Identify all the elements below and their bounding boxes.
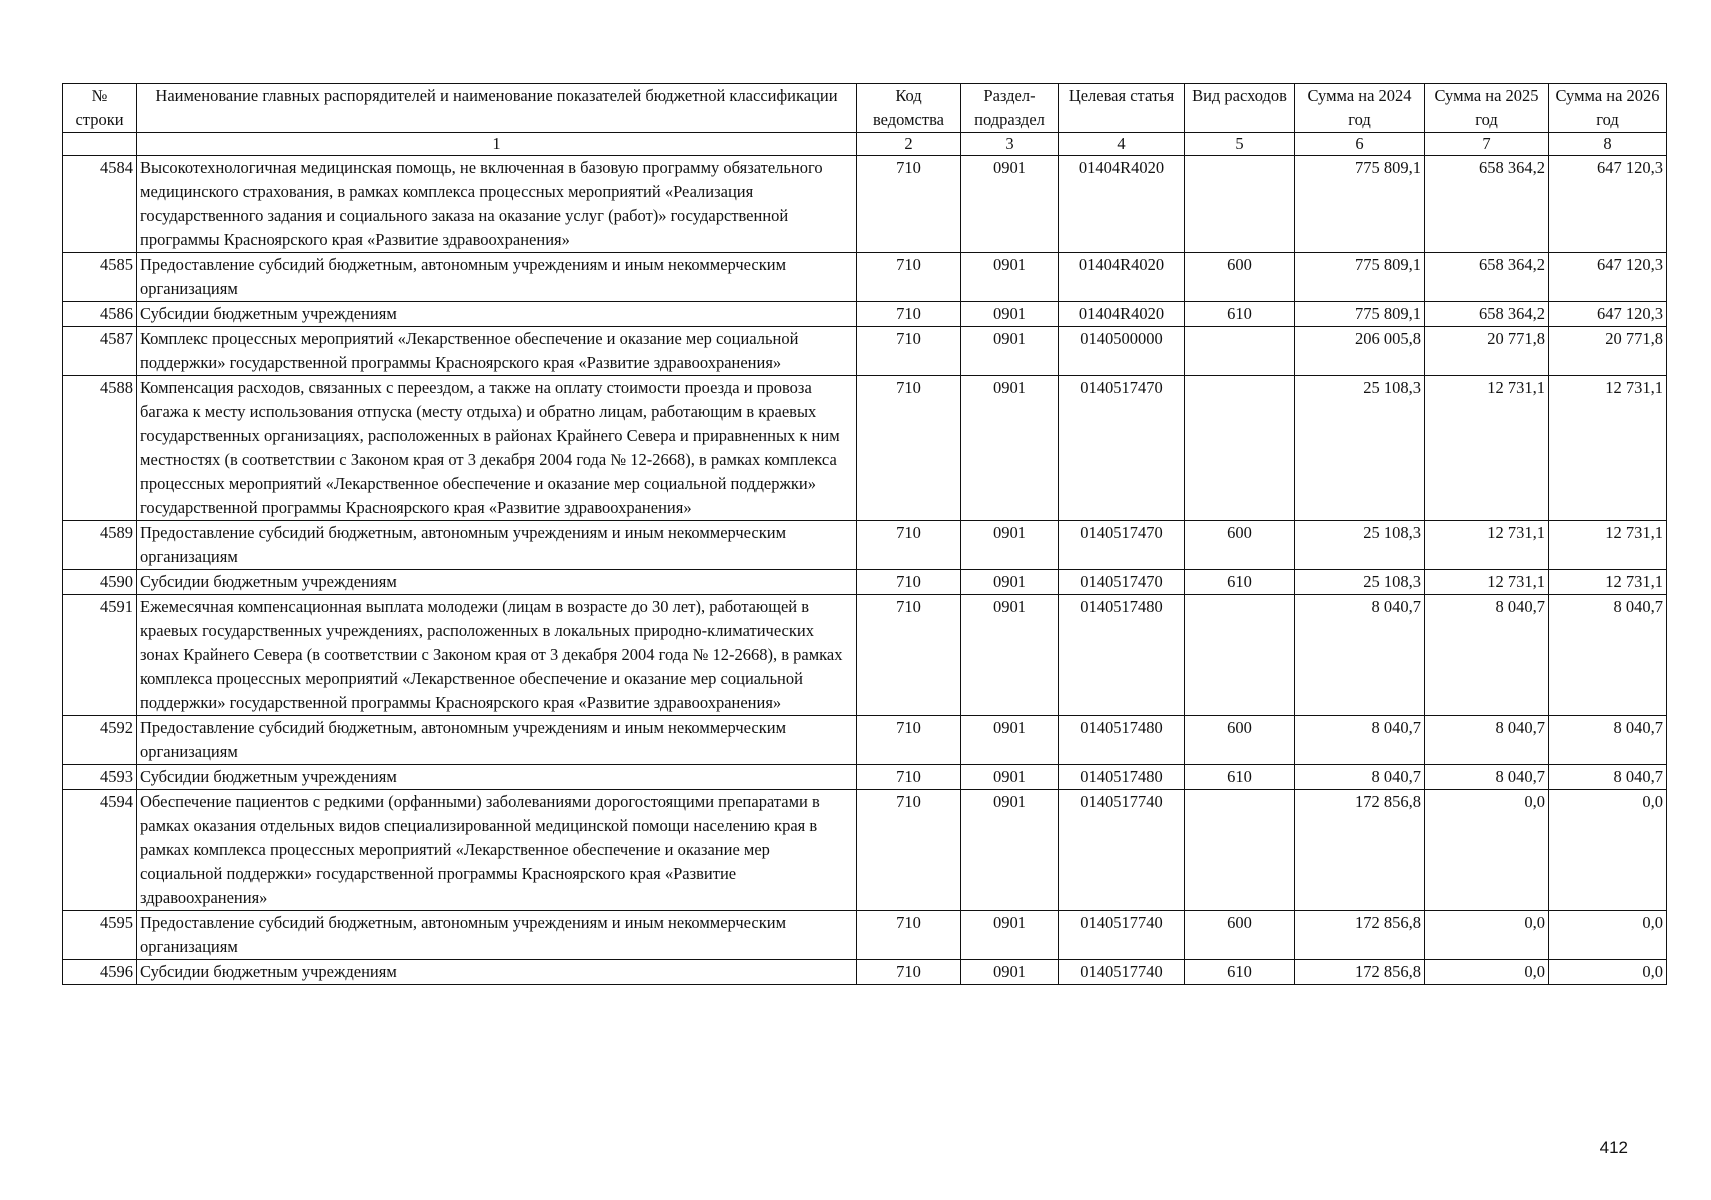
- header-name: Наименование главных распорядителей и наименование показателей бюджетной классификации: [137, 84, 857, 133]
- row-sum-2024: 8 040,7: [1295, 716, 1425, 765]
- row-sum-2026: 0,0: [1549, 960, 1667, 985]
- row-dept-code: 710: [857, 790, 961, 911]
- row-section: 0901: [961, 960, 1059, 985]
- row-sum-2026: 8 040,7: [1549, 716, 1667, 765]
- row-section: 0901: [961, 327, 1059, 376]
- row-target: 0140517740: [1059, 911, 1185, 960]
- row-dept-code: 710: [857, 253, 961, 302]
- row-sum-2024: 172 856,8: [1295, 960, 1425, 985]
- row-name: Субсидии бюджетным учреждениям: [137, 765, 857, 790]
- row-sum-2026: 8 040,7: [1549, 595, 1667, 716]
- row-number: 4588: [63, 376, 137, 521]
- row-kind: [1185, 156, 1295, 253]
- row-sum-2025: 12 731,1: [1425, 521, 1549, 570]
- row-dept-code: 710: [857, 716, 961, 765]
- table-row: [63, 790, 1667, 911]
- row-kind: [1185, 790, 1295, 911]
- row-dept-code: 710: [857, 960, 961, 985]
- row-dept-code: 710: [857, 521, 961, 570]
- row-kind: [1185, 376, 1295, 521]
- column-number: 1: [137, 133, 857, 156]
- row-kind: [1185, 327, 1295, 376]
- row-name: Предоставление субсидий бюджетным, автономным учреждениям и иным некоммерческим организациям: [137, 911, 857, 960]
- row-dept-code: 710: [857, 911, 961, 960]
- row-target: 0140517740: [1059, 790, 1185, 911]
- row-sum-2024: 206 005,8: [1295, 327, 1425, 376]
- row-sum-2026: 647 120,3: [1549, 156, 1667, 253]
- row-kind: 610: [1185, 960, 1295, 985]
- row-sum-2026: 647 120,3: [1549, 253, 1667, 302]
- column-number: 8: [1549, 133, 1667, 156]
- row-number: 4589: [63, 521, 137, 570]
- row-target: 0140517480: [1059, 716, 1185, 765]
- column-number: [63, 133, 137, 156]
- header-sum-2026: Сумма на 2026 год: [1549, 84, 1667, 133]
- row-number: 4585: [63, 253, 137, 302]
- row-sum-2025: 658 364,2: [1425, 302, 1549, 327]
- table-row: [63, 521, 1667, 570]
- row-dept-code: 710: [857, 302, 961, 327]
- row-sum-2026: 12 731,1: [1549, 376, 1667, 521]
- table-row: [63, 595, 1667, 716]
- table-row: [63, 327, 1667, 376]
- column-number-row: [63, 133, 1667, 156]
- header-sum-2025: Сумма на 2025 год: [1425, 84, 1549, 133]
- row-section: 0901: [961, 570, 1059, 595]
- row-name: Субсидии бюджетным учреждениям: [137, 960, 857, 985]
- page-number: 412: [1599, 1138, 1628, 1157]
- row-dept-code: 710: [857, 570, 961, 595]
- row-sum-2024: 172 856,8: [1295, 911, 1425, 960]
- row-dept-code: 710: [857, 765, 961, 790]
- table-row: [63, 253, 1667, 302]
- row-kind: [1185, 595, 1295, 716]
- row-sum-2025: 8 040,7: [1425, 765, 1549, 790]
- table-row: [63, 960, 1667, 985]
- row-name: Предоставление субсидий бюджетным, автономным учреждениям и иным некоммерческим организациям: [137, 253, 857, 302]
- row-number: 4587: [63, 327, 137, 376]
- column-number: 7: [1425, 133, 1549, 156]
- row-sum-2025: 8 040,7: [1425, 595, 1549, 716]
- row-sum-2025: 0,0: [1425, 960, 1549, 985]
- row-sum-2024: 8 040,7: [1295, 765, 1425, 790]
- row-section: 0901: [961, 765, 1059, 790]
- table-row: [63, 765, 1667, 790]
- row-target: 0140517740: [1059, 960, 1185, 985]
- header-dept-code: Код ведомства: [857, 84, 961, 133]
- row-name: Предоставление субсидий бюджетным, автономным учреждениям и иным некоммерческим организациям: [137, 521, 857, 570]
- budget-table: [62, 83, 1667, 985]
- row-sum-2024: 25 108,3: [1295, 521, 1425, 570]
- row-number: 4591: [63, 595, 137, 716]
- row-sum-2026: 12 731,1: [1549, 570, 1667, 595]
- row-sum-2026: 8 040,7: [1549, 765, 1667, 790]
- row-number: 4594: [63, 790, 137, 911]
- row-section: 0901: [961, 302, 1059, 327]
- row-sum-2024: 775 809,1: [1295, 253, 1425, 302]
- row-sum-2026: 12 731,1: [1549, 521, 1667, 570]
- row-sum-2025: 0,0: [1425, 911, 1549, 960]
- row-sum-2024: 172 856,8: [1295, 790, 1425, 911]
- row-target: 01404R4020: [1059, 253, 1185, 302]
- row-dept-code: 710: [857, 595, 961, 716]
- row-section: 0901: [961, 716, 1059, 765]
- row-section: 0901: [961, 156, 1059, 253]
- row-sum-2024: 25 108,3: [1295, 376, 1425, 521]
- row-sum-2025: 12 731,1: [1425, 570, 1549, 595]
- row-section: 0901: [961, 911, 1059, 960]
- row-name: Ежемесячная компенсационная выплата молодежи (лицам в возрасте до 30 лет), работающей в краевых государственных учреждениях, расположенных в локальных природно-климатических зонах Крайнего Севера (в соответствии с Законом края от 3 декабря 2004 года № 12-2668), в рамках комплекса процессных мероприятий «Лекарственное обеспечение и оказание мер социальной поддержки» государственной программы Красноярского края «Развитие здравоохранения»: [137, 595, 857, 716]
- table-row: [63, 911, 1667, 960]
- row-target: 0140517470: [1059, 570, 1185, 595]
- header-sum-2024: Сумма на 2024 год: [1295, 84, 1425, 133]
- row-sum-2025: 12 731,1: [1425, 376, 1549, 521]
- row-target: 0140500000: [1059, 327, 1185, 376]
- header-section: Раздел-подраздел: [961, 84, 1059, 133]
- row-sum-2026: 0,0: [1549, 790, 1667, 911]
- row-number: 4592: [63, 716, 137, 765]
- row-section: 0901: [961, 253, 1059, 302]
- header-target: Целевая статья: [1059, 84, 1185, 133]
- row-number: 4584: [63, 156, 137, 253]
- row-sum-2026: 647 120,3: [1549, 302, 1667, 327]
- row-target: 01404R4020: [1059, 302, 1185, 327]
- header-kind: Вид расходов: [1185, 84, 1295, 133]
- row-dept-code: 710: [857, 156, 961, 253]
- row-kind: 610: [1185, 765, 1295, 790]
- row-number: 4593: [63, 765, 137, 790]
- row-name: Высокотехнологичная медицинская помощь, не включенная в базовую программу обязательного медицинского страхования, в рамках комплекса процессных мероприятий «Реализация государственного задания и социального заказа на оказание услуг (работ)» государственной программы Красноярского края «Развитие здравоохранения»: [137, 156, 857, 253]
- row-target: 01404R4020: [1059, 156, 1185, 253]
- row-number: 4586: [63, 302, 137, 327]
- row-section: 0901: [961, 376, 1059, 521]
- row-kind: 600: [1185, 253, 1295, 302]
- table-row: [63, 570, 1667, 595]
- row-name: Компенсация расходов, связанных с переездом, а также на оплату стоимости проезда и провоза багажа к месту использования отпуска (месту отдыха) и обратно лицам, работающим в краевых государственных организациях, расположенных в районах Крайнего Севера и приравненных к ним местностях (в соответствии с Законом края от 3 декабря 2004 года № 12-2668), в рамках комплекса процессных мероприятий «Лекарственное обеспечение и оказание мер социальной поддержки» государственной программы Красноярского края «Развитие здравоохранения»: [137, 376, 857, 521]
- row-target: 0140517470: [1059, 521, 1185, 570]
- row-sum-2025: 8 040,7: [1425, 716, 1549, 765]
- table-row: [63, 302, 1667, 327]
- row-sum-2025: 658 364,2: [1425, 156, 1549, 253]
- column-number: 3: [961, 133, 1059, 156]
- row-number: 4590: [63, 570, 137, 595]
- row-number: 4595: [63, 911, 137, 960]
- table-header-row: [63, 84, 1667, 133]
- row-kind: 600: [1185, 911, 1295, 960]
- row-name: Предоставление субсидий бюджетным, автономным учреждениям и иным некоммерческим организациям: [137, 716, 857, 765]
- row-sum-2024: 775 809,1: [1295, 156, 1425, 253]
- row-kind: 610: [1185, 570, 1295, 595]
- row-sum-2026: 20 771,8: [1549, 327, 1667, 376]
- row-name: Субсидии бюджетным учреждениям: [137, 302, 857, 327]
- row-target: 0140517480: [1059, 765, 1185, 790]
- row-sum-2025: 20 771,8: [1425, 327, 1549, 376]
- table-body: [63, 156, 1667, 985]
- column-number: 2: [857, 133, 961, 156]
- column-number: 4: [1059, 133, 1185, 156]
- row-target: 0140517470: [1059, 376, 1185, 521]
- row-kind: 600: [1185, 521, 1295, 570]
- row-section: 0901: [961, 595, 1059, 716]
- column-number: 5: [1185, 133, 1295, 156]
- row-target: 0140517480: [1059, 595, 1185, 716]
- row-sum-2024: 25 108,3: [1295, 570, 1425, 595]
- row-sum-2025: 658 364,2: [1425, 253, 1549, 302]
- row-dept-code: 710: [857, 327, 961, 376]
- column-number: 6: [1295, 133, 1425, 156]
- row-sum-2024: 8 040,7: [1295, 595, 1425, 716]
- row-number: 4596: [63, 960, 137, 985]
- table-row: [63, 156, 1667, 253]
- row-dept-code: 710: [857, 376, 961, 521]
- row-section: 0901: [961, 790, 1059, 911]
- row-name: Обеспечение пациентов с редкими (орфанными) заболеваниями дорогостоящими препаратами в рамках оказания отдельных видов специализированной медицинской помощи населению края в рамках комплекса процессных мероприятий «Лекарственное обеспечение и оказание мер социальной поддержки» государственной программы Красноярского края «Развитие здравоохранения»: [137, 790, 857, 911]
- row-sum-2025: 0,0: [1425, 790, 1549, 911]
- row-section: 0901: [961, 521, 1059, 570]
- row-kind: 600: [1185, 716, 1295, 765]
- row-sum-2024: 775 809,1: [1295, 302, 1425, 327]
- row-kind: 610: [1185, 302, 1295, 327]
- row-sum-2026: 0,0: [1549, 911, 1667, 960]
- row-name: Субсидии бюджетным учреждениям: [137, 570, 857, 595]
- table-row: [63, 716, 1667, 765]
- row-name: Комплекс процессных мероприятий «Лекарственное обеспечение и оказание мер социальной поддержки» государственной программы Красноярского края «Развитие здравоохранения»: [137, 327, 857, 376]
- header-row-no: № строки: [63, 84, 137, 133]
- table-row: [63, 376, 1667, 521]
